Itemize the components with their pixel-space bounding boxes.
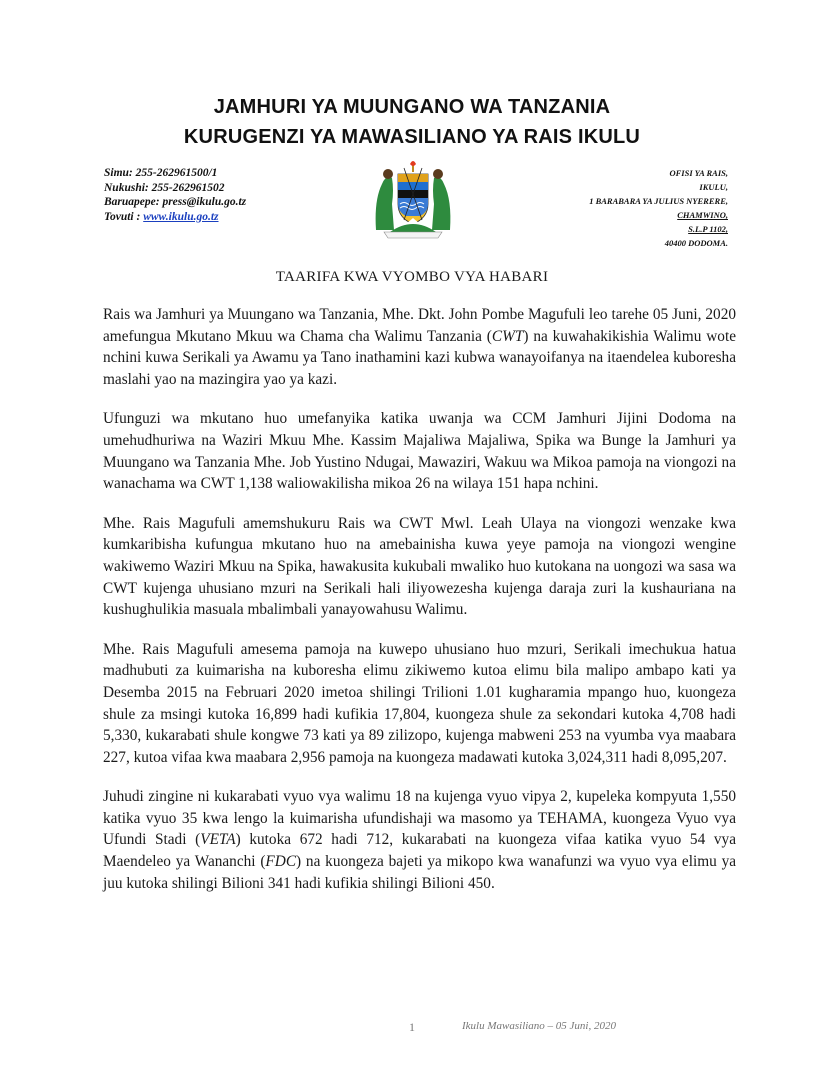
p5-abbrev-fdc: FDC (265, 853, 297, 871)
document-title: TAARIFA KWA VYOMBO VYA HABARI (275, 269, 549, 285)
contact-phone: Simu: 255-262961500/1 (104, 167, 218, 179)
paragraph-1 (103, 304, 736, 390)
address-line-4: CHAMWINO, (677, 210, 728, 220)
website-label: Tovuti : (104, 210, 144, 223)
paragraph-5 (103, 786, 736, 894)
header-line-1: JAMHURI YA MUUNGANO WA TANZANIA (213, 96, 611, 118)
p1-text-a: Rais wa Jamhuri ya Muungano wa Tanzania, Mhe. Dkt. John Pombe Magufuli leo tarehe 05 Juni, 2020 amefungua Mkutano Mkuu wa Chama cha Walimu Tanzania ( (103, 306, 736, 345)
coat-of-arms-icon (370, 160, 456, 240)
address-block (589, 166, 728, 250)
paragraph-4: Mhe. Rais Magufuli amesema pamoja na kuwepo uhusiano huo mzuri, Serikali imechukua hatua madhubuti za kuimarisha na kuboresha elimu zikiwemo kutoa elimu bila malipo ambapo kati ya Desemba 2015 na Februari 2020 imetoa shilingi Trilioni 1.01 kugharamia mpango huo, kuongeza shule za msingi kutoka 16,899 hadi kufikia 17,804, kuongeza shule za sekondari kutoka 4,708 hadi 5,330, kukarabati shule kongwe 73 kati ya 89 zilizopo, kujenga mabweni 253 na vyumba vya maabara 227, kutoa vifaa kwa maabara 2,956 pamoja na kuongeza madawati kutoka 3,024,311 hadi 8,095,207. (103, 640, 736, 766)
header-line-2: KURUGENZI YA MAWASILIANO YA RAIS IKULU (183, 126, 641, 148)
address-line-1: OFISI YA RAIS, (669, 168, 728, 178)
p5-text-c: ) kutoka 672 hadi 712, kukarabati na kuongeza vifaa katika vyuo 54 vya Maendeleo ya Wananchi ( (103, 831, 736, 871)
address-line-2: IKULU, (699, 182, 728, 192)
website-link[interactable]: www.ikulu.go.tz (143, 210, 219, 223)
paragraph-2: Ufunguzi wa mkutano huo umefanyika katika uwanja wa CCM Jamhuri Jijini Dodoma na umehudhuriwa na Waziri Mkuu Mhe. Kassim Majaliwa Majaliwa, Spika wa Bunge la Jamhuri ya Muungano wa Tanzania Mhe. Job Yustino Ndugai, Mawaziri, Wakuu wa Mikoa pamoja na viongozi na wanachama wa CWT 1,138 waliowakilisha mikoa 26 na wilaya 151 hapa nchini. (103, 410, 736, 493)
address-line-3: 1 BARABARA YA JULIUS NYERERE, (589, 196, 728, 206)
address-line-5: S.L.P 1102, (688, 224, 728, 234)
contact-email: Baruapepe: press@ikulu.go.tz (104, 196, 247, 208)
p1-text-c: ) na kuwahakikishia Walimu wote nchini kuwa Serikali ya Awamu ya Tano inathamini kazi kubwa wanayoifanya na itaendelea kuboresha maslahi yao na mazingira yao ya kazi. (103, 327, 736, 388)
letterhead (0, 92, 824, 152)
contact-block (104, 166, 246, 224)
p1-abbrev-cwt: CWT (491, 327, 524, 345)
contact-fax: Nukushi: 255-262961502 (104, 181, 225, 194)
page-number: 1 (409, 1020, 415, 1034)
contact-website (104, 210, 246, 225)
p5-text-a: Juhudi zingine ni kukarabati vyuo vya walimu 18 na kujenga vyuo vipya 2, kupeleka kompyuta 1,550 katika vyuo 35 kwa lengo la kuimarisha ufundishaji wa masomo ya TEHAMA, kuongeza Vyuo vya Ufundi Stadi ( (103, 788, 736, 849)
address-line-6: 40400 DODOMA. (664, 238, 728, 248)
document-body (103, 304, 736, 912)
paragraph-3: Mhe. Rais Magufuli amemshukuru Rais wa CWT Mwl. Leah Ulaya na viongozi wenzake kwa kumkaribisha kufungua mkutano huo na amebainisha kuwa yeye pamoja na viongozi wengine wakiwemo Waziri Mkuu na Spika, hawakusita kukubali mwaliko huo kutokana na uongozi wa sasa wa CWT kujenga uhusiano mzuri na Serikali hali iliyowezesha kujenga daraja zuri la kushauriana na kushughulikia masuala mbalimbali yanayowahusu Walimu. (103, 514, 736, 619)
footer-meta: Ikulu Mawasiliano – 05 Juni, 2020 (462, 1020, 616, 1032)
p5-abbrev-veta: VETA (200, 831, 236, 849)
p5-text-e: ) na kuongeza bajeti ya mikopo kwa wanafunzi wa vyuo vya elimu ya juu kutoka shilingi Bilioni 341 hadi kufikia shilingi Bilioni 450. (103, 853, 737, 892)
